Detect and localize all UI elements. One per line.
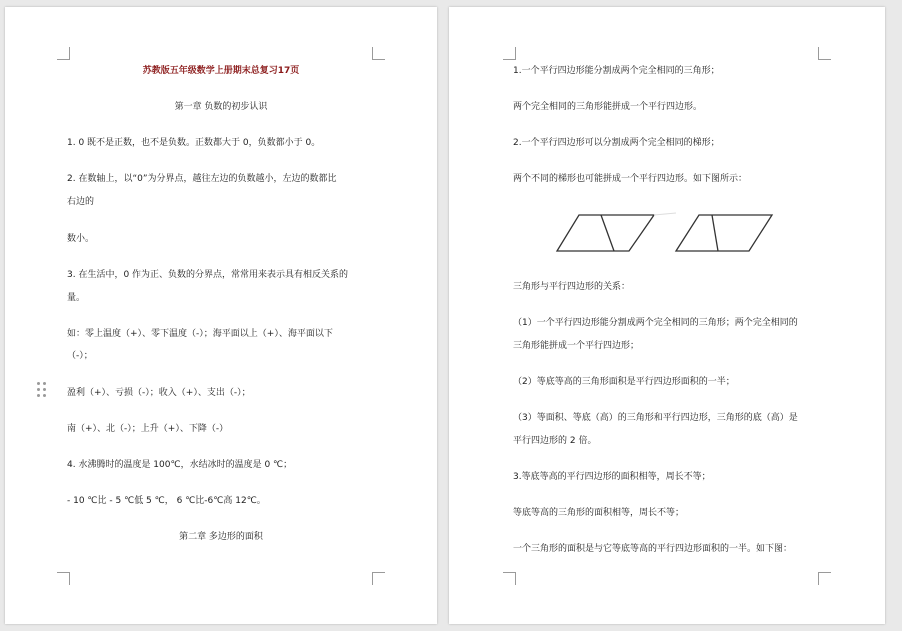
paragraph: 数小。	[67, 234, 95, 244]
drag-handle-icon[interactable]	[36, 381, 48, 399]
paragraph: - 10 ℃比 - 5 ℃低 5 ℃， 6 ℃比-6℃高 12℃。	[67, 496, 266, 506]
paragraph: 4. 水沸腾时的温度是 100℃，水结冰时的温度是 0 ℃；	[67, 460, 293, 470]
chapter-heading: 第一章 负数的初步认识	[174, 102, 268, 112]
paragraph: 2.一个平行四边形可以分割成两个完全相同的梯形；	[513, 138, 720, 148]
crop-mark	[372, 572, 385, 585]
paragraph: 2. 在数轴上，以“0”为分界点，越往左边的负数越小，左边的数都比	[67, 174, 337, 184]
crop-mark	[503, 47, 516, 60]
paragraph: （1）一个平行四边形能分割成两个完全相同的三角形；两个完全相同的	[513, 318, 798, 328]
paragraph: 一个三角形的面积是与它等底等高的平行四边形面积的一半。如下图：	[513, 544, 793, 554]
paragraph: 南（+）、北（-）；上升（+）、下降（-）	[67, 424, 229, 434]
paragraph: 三角形能拼成一个平行四边形；	[513, 341, 640, 351]
crop-mark	[503, 572, 516, 585]
crop-mark	[818, 47, 831, 60]
crop-mark	[57, 572, 70, 585]
document-page-right	[449, 7, 885, 624]
crop-mark	[372, 47, 385, 60]
paragraph: 1.一个平行四边形能分割成两个完全相同的三角形；	[513, 66, 720, 76]
crop-mark	[57, 47, 70, 60]
paragraph: 盈利（+）、亏损（-）；收入（+）、支出（-）；	[67, 388, 251, 398]
paragraph: 1. 0 既不是正数，也不是负数。正数都大于 0，负数都小于 0。	[67, 138, 321, 148]
parallelogram-figure	[554, 207, 779, 255]
document-title: 苏教版五年级数学上册期末总复习17页	[142, 66, 300, 76]
document-page-left	[5, 7, 437, 624]
paragraph: 两个不同的梯形也可能拼成一个平行四边形。如下图所示：	[513, 174, 748, 184]
dividing-line	[712, 215, 718, 251]
paragraph: 右边的	[67, 197, 95, 207]
paragraph: 如：零上温度（+）、零下温度（-）；海平面以上（+）、海平面以下	[67, 329, 333, 339]
paragraph: 三角形与平行四边形的关系：	[513, 282, 631, 292]
paragraph: （2）等底等高的三角形面积是平行四边形面积的一半；	[513, 377, 735, 387]
crop-mark	[818, 572, 831, 585]
paragraph: （-）；	[67, 351, 93, 361]
parallelogram-shape	[676, 215, 772, 251]
paragraph: 3. 在生活中，0 作为正、负数的分界点，常常用来表示具有相反关系的	[67, 270, 349, 280]
paragraph: 量。	[67, 293, 86, 303]
paragraph: 3.等底等高的平行四边形的面积相等，周长不等；	[513, 472, 711, 482]
paragraph: 两个完全相同的三角形能拼成一个平行四边形。	[513, 102, 703, 112]
paragraph: 平行四边形的 2 倍。	[513, 436, 597, 446]
paragraph: （3）等面积、等底（高）的三角形和平行四边形，三角形的底（高）是	[513, 413, 798, 423]
chapter-heading: 第二章 多边形的面积	[179, 532, 263, 542]
parallelogram-shape	[557, 215, 654, 251]
paragraph: 等底等高的三角形的面积相等，周长不等；	[513, 508, 685, 518]
dividing-line	[601, 215, 614, 251]
